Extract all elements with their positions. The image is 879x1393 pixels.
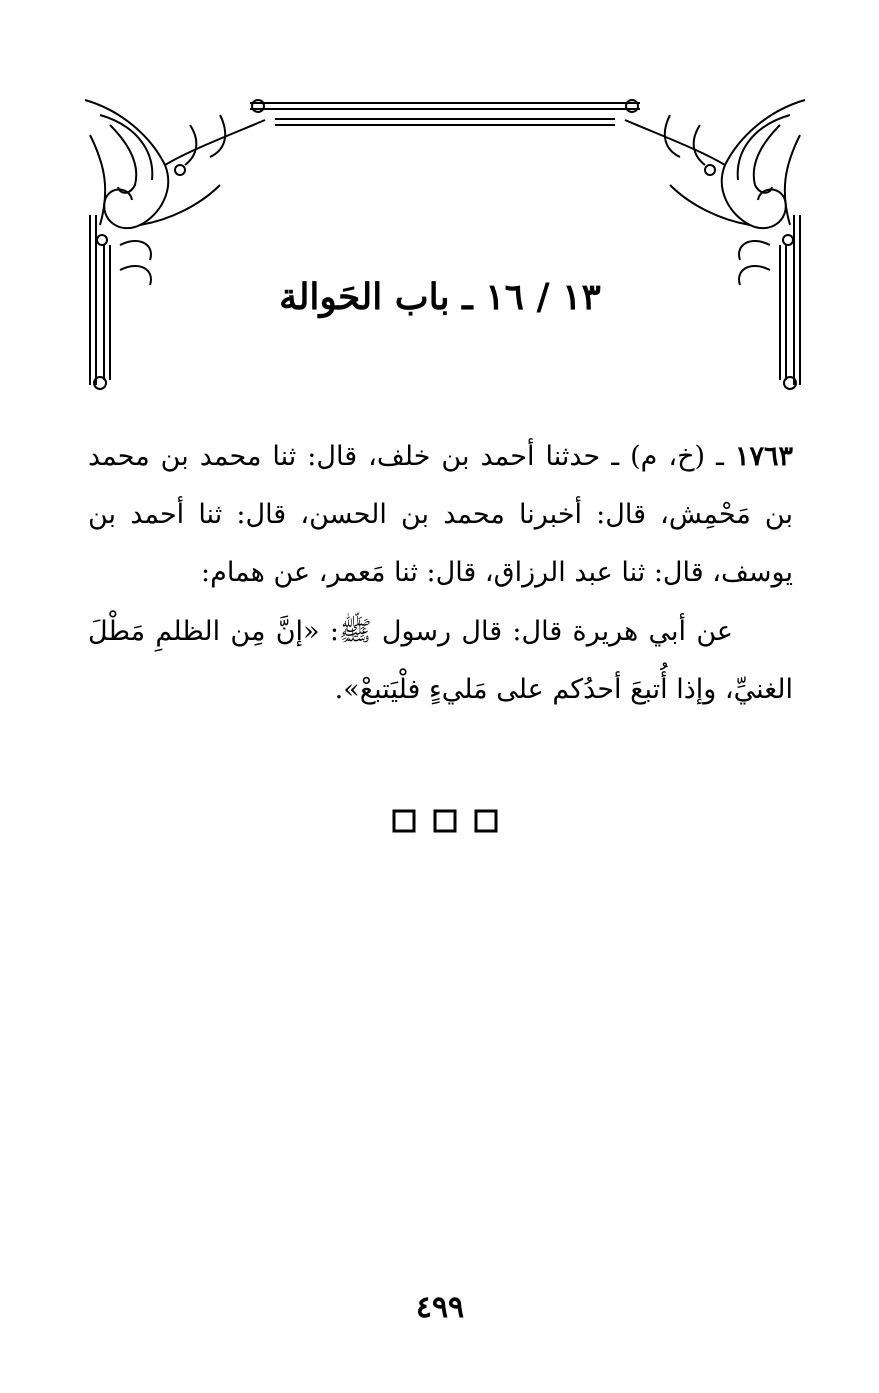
ornamental-heading-frame xyxy=(80,95,810,395)
isnad-text: ـ (خ، م) ـ حدثنا أحمد بن خلف، قال: ثنا محمد بن محمد بن مَحْمِش، قال: أخبرنا محمد بن الحسن، قال: ثنا أحمد بن يوسف، قال: ثنا عبد الرزاق، قال: ثنا مَعمر، عن همام: xyxy=(88,441,793,588)
section-end-ornament xyxy=(390,807,500,835)
hadith-chain-paragraph xyxy=(88,428,793,602)
page-number: ٤٩٩ xyxy=(415,1290,465,1325)
hadith-text: عن أبي هريرة قال: قال رسول ﷺ: «إنَّ مِن الظلمِ مَطْلَ الغنيِّ، وإذا أُتبعَ أحدُكم على مَليءٍ فلْيَتبعْ». xyxy=(88,616,793,705)
chapter-heading: ١٣ / ١٦ ـ باب الحَوالة xyxy=(279,276,601,318)
hadith-number: ١٧٦٣ xyxy=(734,441,793,472)
